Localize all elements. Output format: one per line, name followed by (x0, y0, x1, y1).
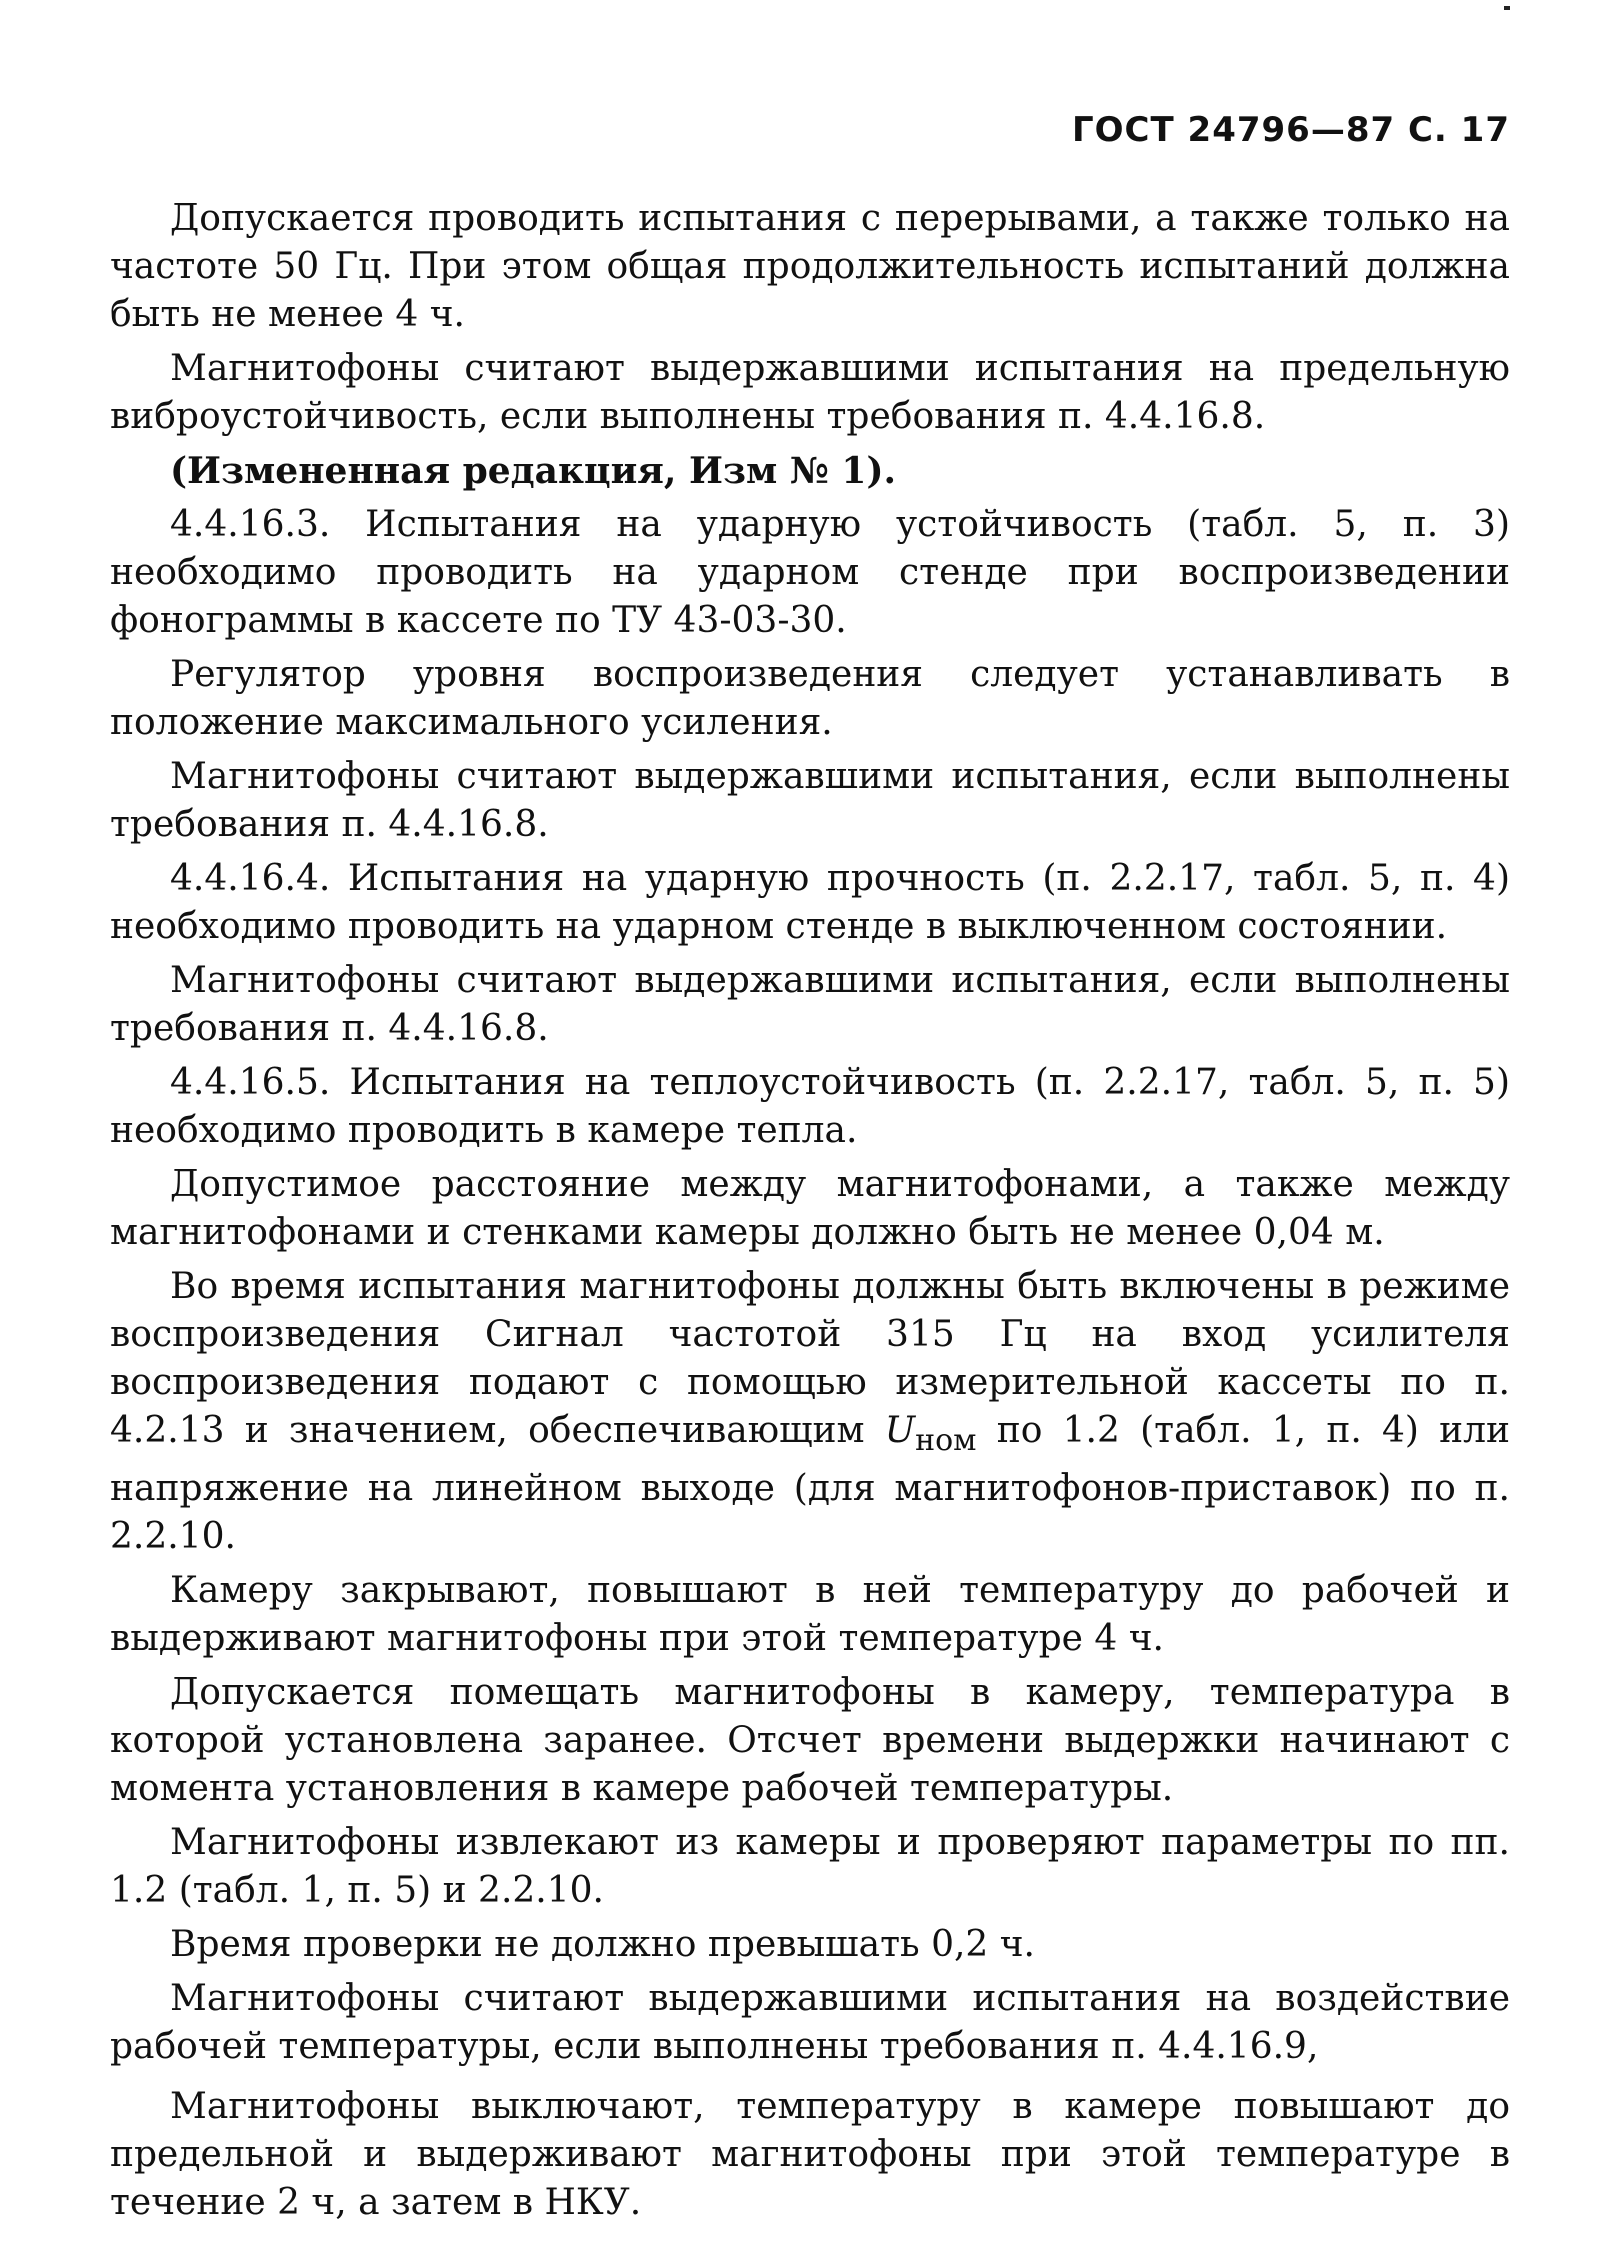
section-4-4-16-3: 4.4.16.3. Испытания на ударную устойчивость (табл. 5, п. 3) необходимо проводить на ударном стенде при воспроизведении фонограммы в кассете по ТУ 43-03-30. (110, 504, 1510, 641)
signal-text: Во время испытания магнитофоны должны быть включены в режиме воспроизведения Сигнал частотой 315 Гц на вход усилителя воспроизведения подают с помощью измерительной кассеты по п. 4.2.13 и значением, обеспечивающим (110, 1266, 1510, 1451)
section-4-4-16-4: 4.4.16.4. Испытания на ударную прочность (п. 2.2.17, табл. 5, п. 4) необходимо проводить на ударном стенде в выключенном состоянии. (110, 858, 1510, 947)
section-4-4-16-5: 4.4.16.5. Испытания на теплоустойчивость (п. 2.2.17, табл. 5, п. 5) необходимо проводить в камере тепла. (110, 1062, 1510, 1151)
voltage-symbol: U (884, 1410, 916, 1451)
paragraph-distance: Допустимое расстояние между магнитофонами, а также между магнитофонами и стенками камеры должно быть не менее 0,04 м. (110, 1164, 1510, 1253)
running-head: ГОСТ 24796—87 С. 17 (1071, 110, 1510, 150)
paragraph-signal (110, 1263, 1510, 1561)
corner-mark (1504, 6, 1510, 10)
document-page (110, 110, 1511, 2224)
paragraph-shock-stability-result: Магнитофоны считают выдержавшими испытания, если выполнены требования п. 4.4.16.8. (110, 756, 1510, 845)
paragraph-breaks: Допускается проводить испытания с перерывами, а также только на частоте 50 Гц. При этом общая продолжительность испытаний должна быть не менее 4 ч. (110, 198, 1510, 335)
paragraph-limit-temperature: Магнитофоны выключают, температуру в камере повышают до предельной и выдерживают магнитофоны при этой температуре в течение 2 ч, а затем в НКУ. (110, 2086, 1510, 2224)
paragraph-vibration-result: Магнитофоны считают выдержавшими испытания на предельную виброустойчивость, если выполнены требования п. 4.4.16.8. (110, 348, 1510, 437)
paragraph-working-temp-result: Магнитофоны считают выдержавшими испытания на воздействие рабочей температуры, если выполнены требования п. 4.4.16.9, (110, 1978, 1510, 2068)
paragraph-check-time: Время проверки не должно превышать 0,2 ч. (170, 1924, 1036, 1966)
paragraph-preset-temperature: Допускается помещать магнитофоны в камеру, температура в которой установлена заранее. Отсчет времени выдержки начинают с момента установления в камере рабочей температуры. (110, 1672, 1510, 1810)
paragraph-level-regulator: Регулятор уровня воспроизведения следует устанавливать в положение максимального усиления. (110, 654, 1510, 743)
paragraph-shock-strength-result: Магнитофоны считают выдержавшими испытания, если выполнены требования п. 4.4.16.8. (110, 960, 1510, 1049)
paragraph-extract: Магнитофоны извлекают из камеры и проверяют параметры по пп. 1.2 (табл. 1, п. 5) и 2.2.10. (110, 1822, 1510, 1912)
voltage-subscript: ном (915, 1423, 977, 1459)
body-text (110, 195, 1510, 2233)
paragraph-chamber-close: Камеру закрывают, повышают в ней температуру до рабочей и выдерживают магнитофоны при этой температуре 4 ч. (110, 1570, 1510, 1660)
signal-text-end: по 1.2 (табл. 1, п. 4) или напряжение на линейном выходе (для магнитофонов-приставок) по п. 2.2.10. (110, 1410, 1511, 1558)
amendment-note: (Измененная редакция, Изм № 1). (170, 450, 897, 492)
